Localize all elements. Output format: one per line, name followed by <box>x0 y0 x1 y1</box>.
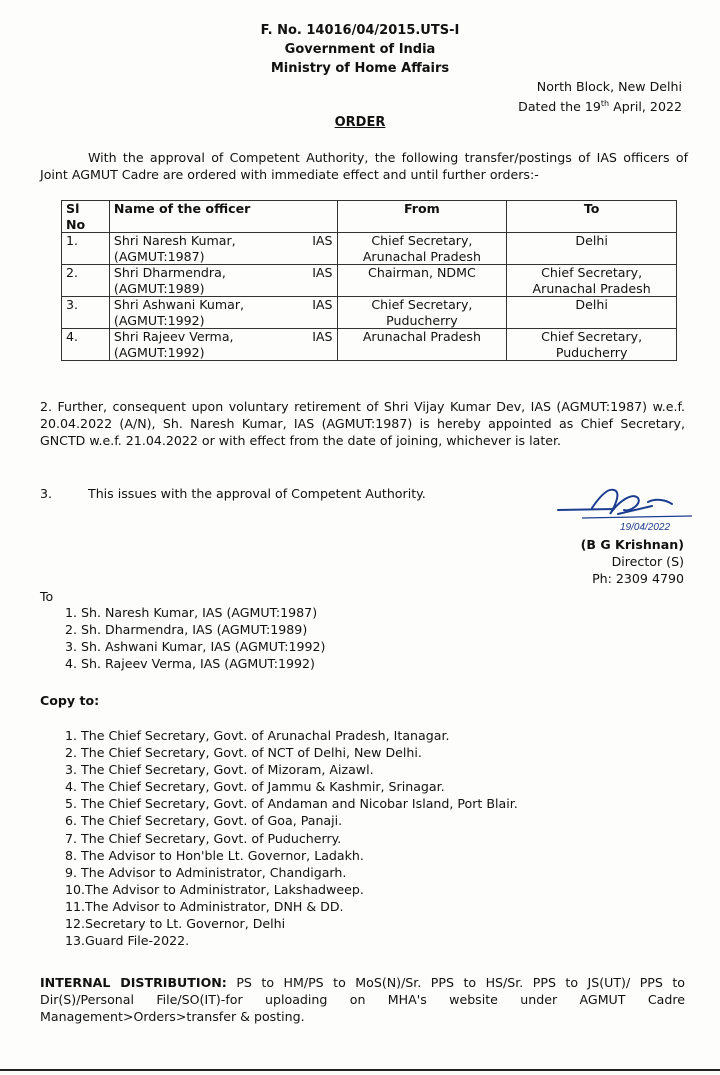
list-item: 4. Sh. Rajeev Verma, IAS (AGMUT:1992) <box>65 656 315 672</box>
signature-mark <box>552 478 707 536</box>
table-row <box>62 233 677 265</box>
to-label: To <box>40 589 54 604</box>
internal-distribution-label: INTERNAL DISTRIBUTION: <box>40 975 227 990</box>
to-list <box>65 604 325 672</box>
date-prefix: Dated the 19 <box>518 99 601 115</box>
row-from: Chief Secretary, Arunachal Pradesh <box>337 233 507 265</box>
paragraph-2: 2. Further, consequent upon voluntary retirement of Shri Vijay Kumar Dev, IAS (AGMUT:1987) w.e.f. 20.04.2022 (A/N), Sh. Naresh Kumar, IAS (AGMUT:1987) is hereby appointed as Chief Secretary, GNCTD w.e.f. 21.04.2022 or with effect from the date of joining, whichever is later. <box>40 399 685 448</box>
row-to: Chief Secretary, Puducherry <box>507 329 677 361</box>
row-officer: Shri Dharmendra, IAS (AGMUT:1989) <box>109 265 337 297</box>
header-from: From <box>337 201 507 233</box>
table-row <box>62 297 677 329</box>
row-sl: 1. <box>62 233 110 265</box>
list-item: 1. Sh. Naresh Kumar, IAS (AGMUT:1987) <box>65 605 318 620</box>
transfer-table <box>61 200 677 361</box>
header-name: Name of the officer <box>109 201 337 233</box>
file-number: F. No. 14016/04/2015.UTS-I <box>260 23 460 38</box>
list-item: 12.Secretary to Lt. Governor, Delhi <box>65 916 286 932</box>
row-to: Delhi <box>507 233 677 265</box>
paragraph-3: This issues with the approval of Competent Authority. <box>88 486 426 501</box>
intro-paragraph: With the approval of Competent Authority, the following transfer/postings of IAS officers of Joint AGMUT Cadre are ordered with immediate effect and until further orders:- <box>40 150 688 182</box>
row-to: Chief Secretary, Arunachal Pradesh <box>507 265 677 297</box>
date-superscript: th <box>600 99 610 108</box>
date-suffix: April, 2022 <box>609 99 682 115</box>
signatory-name: (B G Krishnan) <box>580 537 684 552</box>
list-item: 9. The Advisor to Administrator, Chandigarh. <box>65 864 347 880</box>
order-title: ORDER <box>334 115 386 130</box>
place: North Block, New Delhi <box>536 79 682 94</box>
row-from: Arunachal Pradesh <box>337 329 507 361</box>
list-item: 6. The Chief Secretary, Govt. of Goa, Panaji. <box>65 813 343 829</box>
internal-distribution <box>40 974 685 1025</box>
row-from: Chairman, NDMC <box>337 265 507 297</box>
date-line <box>518 95 682 115</box>
list-item: 5. The Chief Secretary, Govt. of Andaman and Nicobar Island, Port Blair. <box>65 796 518 812</box>
header-to: To <box>507 201 677 233</box>
list-item: 3. Sh. Ashwani Kumar, IAS (AGMUT:1992) <box>65 639 326 655</box>
copy-to-list <box>65 727 518 949</box>
list-item: 4. The Chief Secretary, Govt. of Jammu & Kashmir, Srinagar. <box>65 779 445 795</box>
row-sl: 2. <box>62 265 110 297</box>
list-item: 3. The Chief Secretary, Govt. of Mizoram, Aizawl. <box>65 762 374 778</box>
list-item: 10.The Advisor to Administrator, Lakshadweep. <box>65 881 364 897</box>
copy-to-label: Copy to: <box>40 693 100 708</box>
list-item: 7. The Chief Secretary, Govt. of Puducherry. <box>65 830 342 846</box>
table-row <box>62 329 677 361</box>
list-item: 11.The Advisor to Administrator, DNH & DD. <box>65 898 344 914</box>
row-to: Delhi <box>507 297 677 329</box>
signatory-phone: Ph: 2309 4790 <box>592 571 684 586</box>
list-item: 2. The Chief Secretary, Govt. of NCT of Delhi, New Delhi. <box>65 745 422 761</box>
signatory-designation: Director (S) <box>611 554 684 569</box>
header-sl-no: Sl No <box>62 201 110 233</box>
paragraph-3-number: 3. <box>40 486 53 501</box>
row-from: Chief Secretary, Puducherry <box>337 297 507 329</box>
row-sl: 3. <box>62 297 110 329</box>
row-officer: Shri Ashwani Kumar, IAS (AGMUT:1992) <box>109 297 337 329</box>
ministry-name: Ministry of Home Affairs <box>270 61 450 76</box>
row-officer: Shri Rajeev Verma, IAS (AGMUT:1992) <box>109 329 337 361</box>
internal-distribution-text: PS to HM/PS to MoS(N)/Sr. PPS to HS/Sr. PPS to JS(UT)/ PPS to Dir(S)/Personal File/SO(IT)-for uploading on MHA's website under AGMUT Cadre Management>Orders>transfer & posting. <box>40 975 685 1024</box>
government-name: Government of India <box>284 42 436 57</box>
list-item: 2. Sh. Dharmendra, IAS (AGMUT:1989) <box>65 622 308 638</box>
bottom-divider <box>0 1069 720 1071</box>
list-item: 13.Guard File-2022. <box>65 933 190 949</box>
table-header-row <box>62 201 677 233</box>
signed-date: 19/04/2022 <box>620 522 671 533</box>
row-sl: 4. <box>62 329 110 361</box>
table-row <box>62 265 677 297</box>
list-item: 8. The Advisor to Hon'ble Lt. Governor, Ladakh. <box>65 847 364 863</box>
row-officer: Shri Naresh Kumar, IAS (AGMUT:1987) <box>109 233 337 265</box>
list-item: 1. The Chief Secretary, Govt. of Arunachal Pradesh, Itanagar. <box>65 728 450 743</box>
